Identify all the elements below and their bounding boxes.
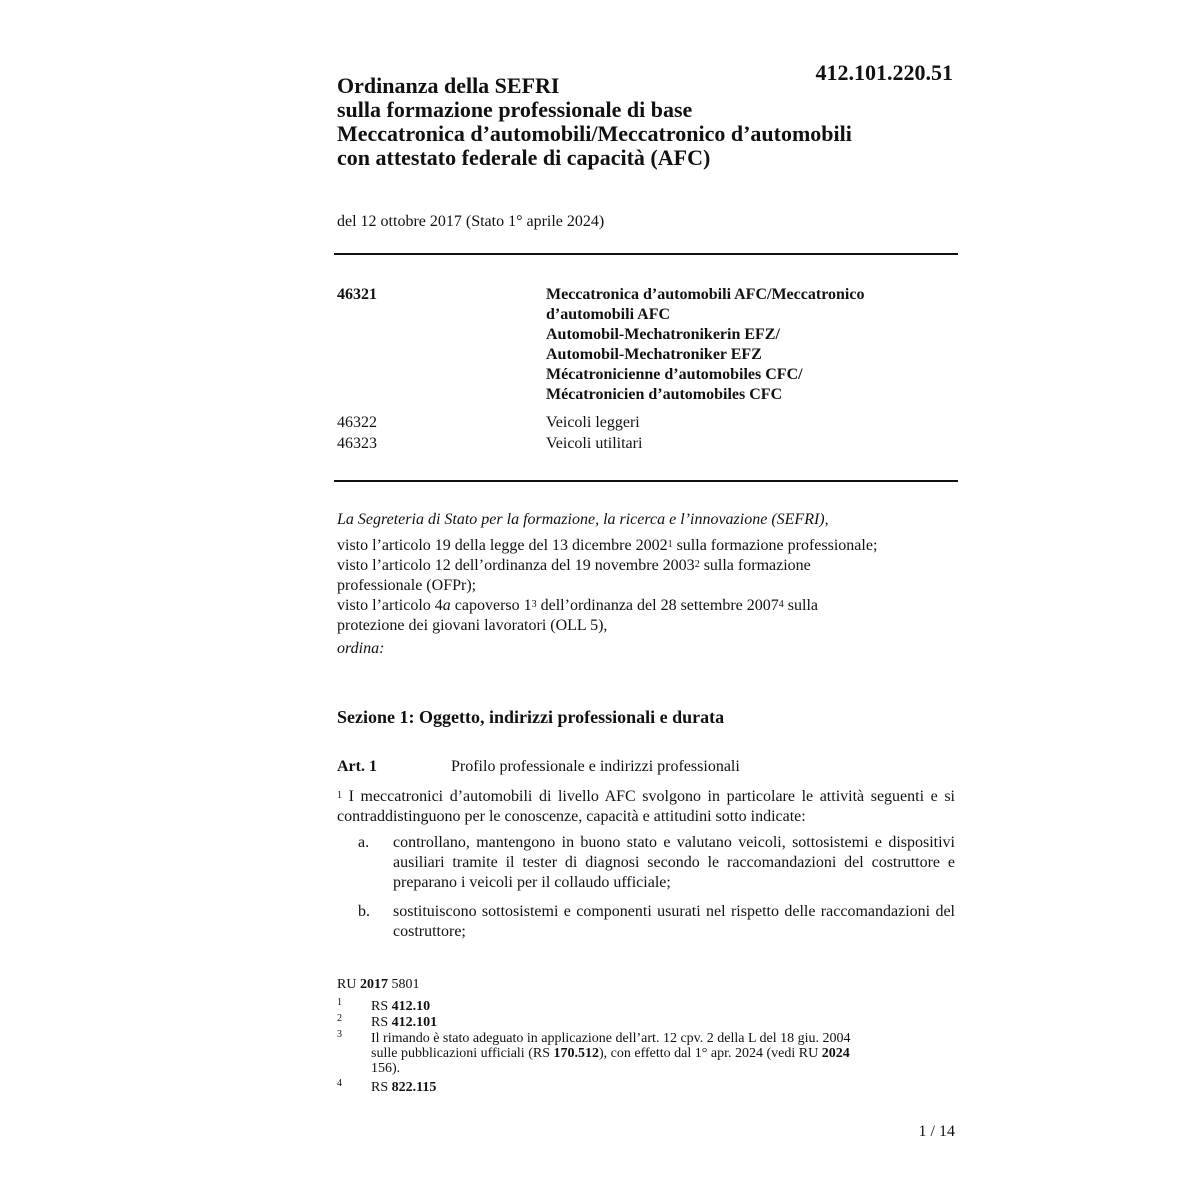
footnote-text: Il rimando è stato adeguato in applicazione dell’art. 12 cpv. 2 della L del 18 giu. 2004 sulle pubblicazioni ufficiali (RS 170.512), con effetto dal 1° apr. 2024 (vedi RU 2024 156). bbox=[371, 1031, 851, 1076]
article-label: Art. 1 bbox=[337, 758, 377, 775]
title-line: sulla formazione professionale di base bbox=[337, 97, 693, 122]
list-item: sostituiscono sottosistemi e componenti usurati nel rispetto delle raccomandazioni del costruttore; bbox=[393, 903, 955, 940]
sr-number: 412.101.220.51 bbox=[815, 60, 953, 85]
enacting-formula: ordina: bbox=[337, 640, 385, 657]
profession-code: 46322 bbox=[337, 414, 377, 431]
profession-name-line: Automobil-Mechatroniker EFZ bbox=[546, 346, 762, 363]
profession-name-line: Meccatronica d’automobili AFC/Meccatronico bbox=[546, 286, 865, 303]
section-heading: Sezione 1: Oggetto, indirizzi professionali e durata bbox=[337, 707, 725, 727]
list-letter: a. bbox=[358, 834, 370, 851]
profession-name-line: d’automobili AFC bbox=[546, 306, 671, 323]
profession-name-line: Mécatronicienne d’automobiles CFC/ bbox=[546, 366, 803, 383]
document-title bbox=[337, 74, 852, 170]
profession-name-line: Mécatronicien d’automobiles CFC bbox=[546, 386, 783, 403]
profession-name: Veicoli leggeri bbox=[546, 414, 640, 431]
legal-basis: visto l’articolo 19 della legge del 13 dicembre 2002$^1$ sulla formazione professionale; visto l’articolo 12 dell’ordinanza del 19 novembre 2003$^2$ sulla formazione professionale (OFPr); visto l’articolo 4a capoverso $1^3$ dell’ordinanza del 28 settembre 2007$^4$ sulla protezione dei giovani lavoratori (OLL 5), bbox=[337, 537, 878, 634]
footnote-number: 3 bbox=[337, 1029, 342, 1040]
preamble bbox=[337, 510, 962, 659]
profession-code-main: 46321 bbox=[337, 286, 377, 303]
footnote-text: RS 412.10 bbox=[371, 999, 431, 1014]
ru-reference: RU 2017 5801 bbox=[337, 977, 420, 992]
title-line: con attestato federale di capacità (AFC) bbox=[337, 145, 711, 170]
footnote-number: 1 bbox=[337, 997, 342, 1008]
footnote-number: 2 bbox=[337, 1013, 342, 1024]
profession-name-line: Automobil-Mechatronikerin EFZ/ bbox=[546, 326, 780, 343]
footnote-number: 4 bbox=[337, 1078, 342, 1089]
list-letter: b. bbox=[358, 903, 370, 920]
article-title: Profilo professionale e indirizzi professionali bbox=[451, 758, 740, 775]
bottom-rule bbox=[334, 480, 958, 482]
footnote-text: RS 412.101 bbox=[371, 1015, 438, 1030]
page-number: 1 / 14 bbox=[918, 1123, 955, 1140]
title-line: Meccatronica d’automobili/Meccatronico d’automobili bbox=[337, 121, 852, 146]
profession-name: Veicoli utilitari bbox=[546, 435, 643, 452]
list-item: controllano, mantengono in buono stato e valutano veicoli, sottosistemi e dispositivi ausiliari tramite il tester di diagnosi secondo le raccomandazioni del costruttore e preparano i veicoli per il collaudo ufficiale; bbox=[393, 834, 955, 891]
profession-code: 46323 bbox=[337, 435, 377, 452]
profession-names-main bbox=[546, 285, 864, 405]
footnote-text: RS 822.115 bbox=[371, 1080, 437, 1095]
top-rule bbox=[334, 253, 958, 255]
article-paragraph: $^1$ I meccatronici d’automobili di livello AFC svolgono in particolare le attività seguenti e si contraddistinguono per le conoscenze, capacità e attitudini sotto indicate: bbox=[337, 788, 955, 825]
title-line: Ordinanza della SEFRI bbox=[337, 73, 560, 98]
paragraph-number: 1 bbox=[337, 790, 342, 801]
document-date: del 12 ottobre 2017 (Stato 1° aprile 2024) bbox=[337, 213, 605, 230]
issuing-authority: La Segreteria di Stato per la formazione, la ricerca e l’innovazione (SEFRI), bbox=[337, 511, 829, 528]
